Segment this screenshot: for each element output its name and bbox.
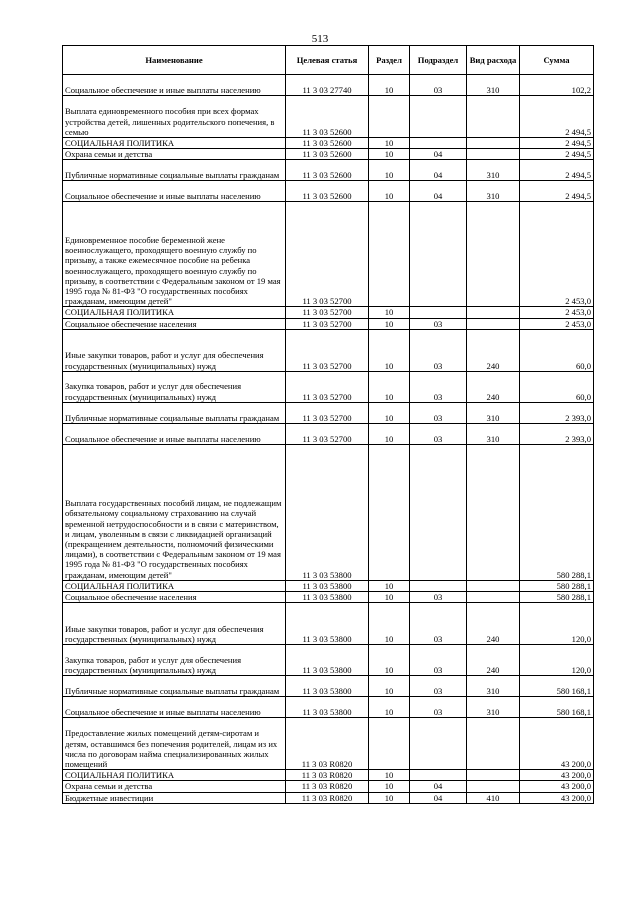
- table-row: [63, 580, 594, 591]
- cell-amount: 580 288,1: [520, 592, 594, 603]
- cell-expense-type: [467, 96, 520, 138]
- cell-target: 11 3 03 53800: [286, 444, 369, 580]
- cell-target: 11 3 03 52600: [286, 160, 369, 181]
- cell-amount: 580 288,1: [520, 580, 594, 591]
- cell-name: Выплата единовременного пособия при всех формах устройства детей, лишенных родительского попечения, в семью: [63, 96, 286, 138]
- cell-amount: 2 453,0: [520, 307, 594, 318]
- cell-name: Выплата государственных пособий лицам, не подлежащим обязательному социальному страхованию на случай временной нетрудоспособности и в связи с материнством, и лицам, уволенным в связи с ликвидацией организаций (прекращением деятельности, полномочий физическими лицами), в соответствии с Федеральным законом от 19 мая 1995 года № 81-ФЗ "О государственных пособиях гражданам, имеющим детей": [63, 444, 286, 580]
- header-target: Целевая статья: [286, 46, 369, 75]
- cell-section: 10: [369, 592, 410, 603]
- cell-amount: 580 168,1: [520, 697, 594, 718]
- cell-subsection: [410, 307, 467, 318]
- table-row: [63, 75, 594, 96]
- budget-table: [62, 45, 594, 804]
- cell-name: СОЦИАЛЬНАЯ ПОЛИТИКА: [63, 138, 286, 149]
- table-header-row: [63, 46, 594, 75]
- cell-subsection: 04: [410, 792, 467, 803]
- cell-subsection: [410, 202, 467, 307]
- cell-subsection: [410, 718, 467, 770]
- cell-name: СОЦИАЛЬНАЯ ПОЛИТИКА: [63, 770, 286, 781]
- table-row: [63, 792, 594, 803]
- table-row: [63, 329, 594, 371]
- cell-expense-type: [467, 580, 520, 591]
- cell-subsection: 04: [410, 160, 467, 181]
- cell-subsection: [410, 444, 467, 580]
- cell-name: Социальное обеспечение и иные выплаты населению: [63, 423, 286, 444]
- cell-section: 10: [369, 645, 410, 676]
- table-row: [63, 592, 594, 603]
- cell-name: СОЦИАЛЬНАЯ ПОЛИТИКА: [63, 307, 286, 318]
- header-amount: Сумма: [520, 46, 594, 75]
- cell-section: 10: [369, 423, 410, 444]
- cell-expense-type: [467, 202, 520, 307]
- cell-section: [369, 444, 410, 580]
- cell-amount: 102,2: [520, 75, 594, 96]
- cell-target: 11 3 03 52700: [286, 371, 369, 402]
- cell-amount: 2 494,5: [520, 160, 594, 181]
- table-row: [63, 645, 594, 676]
- header-expense-type: Вид расхода: [467, 46, 520, 75]
- cell-name: Публичные нормативные социальные выплаты гражданам: [63, 676, 286, 697]
- header-subsection: Подраздел: [410, 46, 467, 75]
- cell-section: 10: [369, 371, 410, 402]
- table-row: [63, 603, 594, 645]
- header-name: Наименование: [63, 46, 286, 75]
- cell-section: 10: [369, 781, 410, 792]
- cell-name: Иные закупки товаров, работ и услуг для обеспечения государственных (муниципальных) нужд: [63, 603, 286, 645]
- cell-expense-type: [467, 307, 520, 318]
- cell-target: 11 3 03 53800: [286, 676, 369, 697]
- cell-amount: 43 200,0: [520, 770, 594, 781]
- cell-expense-type: [467, 444, 520, 580]
- cell-expense-type: 310: [467, 181, 520, 202]
- cell-subsection: 03: [410, 592, 467, 603]
- table-row: [63, 202, 594, 307]
- cell-target: 11 3 03 52600: [286, 149, 369, 160]
- cell-expense-type: 310: [467, 402, 520, 423]
- cell-subsection: 03: [410, 603, 467, 645]
- cell-subsection: 04: [410, 181, 467, 202]
- cell-expense-type: 310: [467, 676, 520, 697]
- table-row: [63, 402, 594, 423]
- cell-name: Публичные нормативные социальные выплаты гражданам: [63, 402, 286, 423]
- cell-expense-type: 240: [467, 329, 520, 371]
- cell-target: 11 3 03 53800: [286, 592, 369, 603]
- cell-subsection: [410, 580, 467, 591]
- cell-target: 11 3 03 52700: [286, 423, 369, 444]
- cell-expense-type: [467, 138, 520, 149]
- cell-target: 11 3 03 53800: [286, 603, 369, 645]
- cell-amount: 43 200,0: [520, 781, 594, 792]
- cell-subsection: 03: [410, 697, 467, 718]
- cell-amount: 120,0: [520, 645, 594, 676]
- cell-section: [369, 718, 410, 770]
- table-row: [63, 138, 594, 149]
- cell-amount: 43 200,0: [520, 718, 594, 770]
- cell-section: 10: [369, 318, 410, 329]
- cell-target: 11 3 03 52600: [286, 181, 369, 202]
- table-row: [63, 371, 594, 402]
- table-row: [63, 318, 594, 329]
- cell-amount: 120,0: [520, 603, 594, 645]
- cell-section: [369, 96, 410, 138]
- cell-subsection: [410, 138, 467, 149]
- cell-section: 10: [369, 676, 410, 697]
- cell-name: Публичные нормативные социальные выплаты гражданам: [63, 160, 286, 181]
- table-body: [63, 75, 594, 804]
- cell-target: 11 3 03 53800: [286, 645, 369, 676]
- cell-target: 11 3 03 53800: [286, 697, 369, 718]
- cell-expense-type: [467, 781, 520, 792]
- cell-amount: 2 494,5: [520, 138, 594, 149]
- cell-section: 10: [369, 149, 410, 160]
- cell-subsection: 03: [410, 645, 467, 676]
- cell-name: Социальное обеспечение и иные выплаты населению: [63, 75, 286, 96]
- cell-target: 11 3 03 52700: [286, 329, 369, 371]
- table-row: [63, 149, 594, 160]
- cell-section: 10: [369, 181, 410, 202]
- cell-name: Социальное обеспечение и иные выплаты населению: [63, 181, 286, 202]
- cell-name: Закупка товаров, работ и услуг для обеспечения государственных (муниципальных) нужд: [63, 371, 286, 402]
- cell-amount: 60,0: [520, 371, 594, 402]
- cell-expense-type: 240: [467, 371, 520, 402]
- cell-amount: 580 168,1: [520, 676, 594, 697]
- cell-name: Социальное обеспечение населения: [63, 592, 286, 603]
- cell-expense-type: 310: [467, 75, 520, 96]
- cell-amount: 580 288,1: [520, 444, 594, 580]
- cell-amount: 2 393,0: [520, 402, 594, 423]
- table-row: [63, 770, 594, 781]
- cell-target: 11 3 03 52700: [286, 307, 369, 318]
- cell-target: 11 3 03 53800: [286, 580, 369, 591]
- cell-amount: 2 453,0: [520, 318, 594, 329]
- cell-amount: 2 494,5: [520, 181, 594, 202]
- cell-subsection: [410, 96, 467, 138]
- cell-name: Охрана семьи и детства: [63, 149, 286, 160]
- table-row: [63, 781, 594, 792]
- table-row: [63, 697, 594, 718]
- cell-subsection: 03: [410, 402, 467, 423]
- cell-amount: 2 494,5: [520, 149, 594, 160]
- cell-subsection: 03: [410, 318, 467, 329]
- cell-subsection: 04: [410, 149, 467, 160]
- table-row: [63, 444, 594, 580]
- cell-section: 10: [369, 580, 410, 591]
- cell-name: Бюджетные инвестиции: [63, 792, 286, 803]
- cell-expense-type: 310: [467, 160, 520, 181]
- cell-name: Охрана семьи и детства: [63, 781, 286, 792]
- header-section: Раздел: [369, 46, 410, 75]
- cell-section: 10: [369, 402, 410, 423]
- cell-section: 10: [369, 138, 410, 149]
- cell-section: 10: [369, 160, 410, 181]
- cell-amount: 60,0: [520, 329, 594, 371]
- cell-target: 11 3 03 52600: [286, 96, 369, 138]
- table-row: [63, 423, 594, 444]
- cell-expense-type: 310: [467, 697, 520, 718]
- cell-target: 11 3 03 27740: [286, 75, 369, 96]
- table-row: [63, 160, 594, 181]
- cell-section: 10: [369, 329, 410, 371]
- cell-expense-type: 410: [467, 792, 520, 803]
- table-row: [63, 676, 594, 697]
- cell-amount: 2 393,0: [520, 423, 594, 444]
- table-row: [63, 307, 594, 318]
- cell-name: Предоставление жилых помещений детям-сиротам и детям, оставшимся без попечения родителей, лицам из их числа по договорам найма специализированных жилых помещений: [63, 718, 286, 770]
- table-row: [63, 96, 594, 138]
- cell-expense-type: [467, 770, 520, 781]
- cell-expense-type: 240: [467, 645, 520, 676]
- cell-name: Социальное обеспечение населения: [63, 318, 286, 329]
- cell-target: 11 3 03 R0820: [286, 792, 369, 803]
- cell-section: 10: [369, 603, 410, 645]
- cell-expense-type: 240: [467, 603, 520, 645]
- cell-amount: 2 494,5: [520, 96, 594, 138]
- cell-section: 10: [369, 75, 410, 96]
- cell-section: 10: [369, 697, 410, 718]
- cell-expense-type: [467, 718, 520, 770]
- table-row: [63, 718, 594, 770]
- cell-amount: 43 200,0: [520, 792, 594, 803]
- cell-target: 11 3 03 R0820: [286, 781, 369, 792]
- cell-name: Единовременное пособие беременной жене военнослужащего, проходящего военную службу по призыву, а также ежемесячное пособие на ребенка военнослужащего, проходящего военную службу по призыву, в соответствии с Федеральным законом от 19 мая 1995 года № 81-ФЗ "О государственных пособиях гражданам, имеющим детей": [63, 202, 286, 307]
- cell-subsection: 03: [410, 423, 467, 444]
- cell-name: Социальное обеспечение и иные выплаты населению: [63, 697, 286, 718]
- cell-subsection: 03: [410, 371, 467, 402]
- cell-name: Закупка товаров, работ и услуг для обеспечения государственных (муниципальных) нужд: [63, 645, 286, 676]
- cell-section: [369, 202, 410, 307]
- cell-expense-type: [467, 318, 520, 329]
- cell-target: 11 3 03 52600: [286, 138, 369, 149]
- cell-expense-type: [467, 592, 520, 603]
- cell-section: 10: [369, 792, 410, 803]
- cell-expense-type: [467, 149, 520, 160]
- page-number: 513: [311, 33, 329, 45]
- cell-subsection: 03: [410, 676, 467, 697]
- cell-target: 11 3 03 R0820: [286, 718, 369, 770]
- cell-subsection: 03: [410, 75, 467, 96]
- cell-target: 11 3 03 R0820: [286, 770, 369, 781]
- cell-expense-type: 310: [467, 423, 520, 444]
- cell-section: 10: [369, 770, 410, 781]
- cell-subsection: 04: [410, 781, 467, 792]
- cell-section: 10: [369, 307, 410, 318]
- cell-amount: 2 453,0: [520, 202, 594, 307]
- table-row: [63, 181, 594, 202]
- cell-target: 11 3 03 52700: [286, 202, 369, 307]
- cell-subsection: 03: [410, 329, 467, 371]
- cell-name: СОЦИАЛЬНАЯ ПОЛИТИКА: [63, 580, 286, 591]
- cell-subsection: [410, 770, 467, 781]
- cell-name: Иные закупки товаров, работ и услуг для обеспечения государственных (муниципальных) нужд: [63, 329, 286, 371]
- cell-target: 11 3 03 52700: [286, 318, 369, 329]
- cell-target: 11 3 03 52700: [286, 402, 369, 423]
